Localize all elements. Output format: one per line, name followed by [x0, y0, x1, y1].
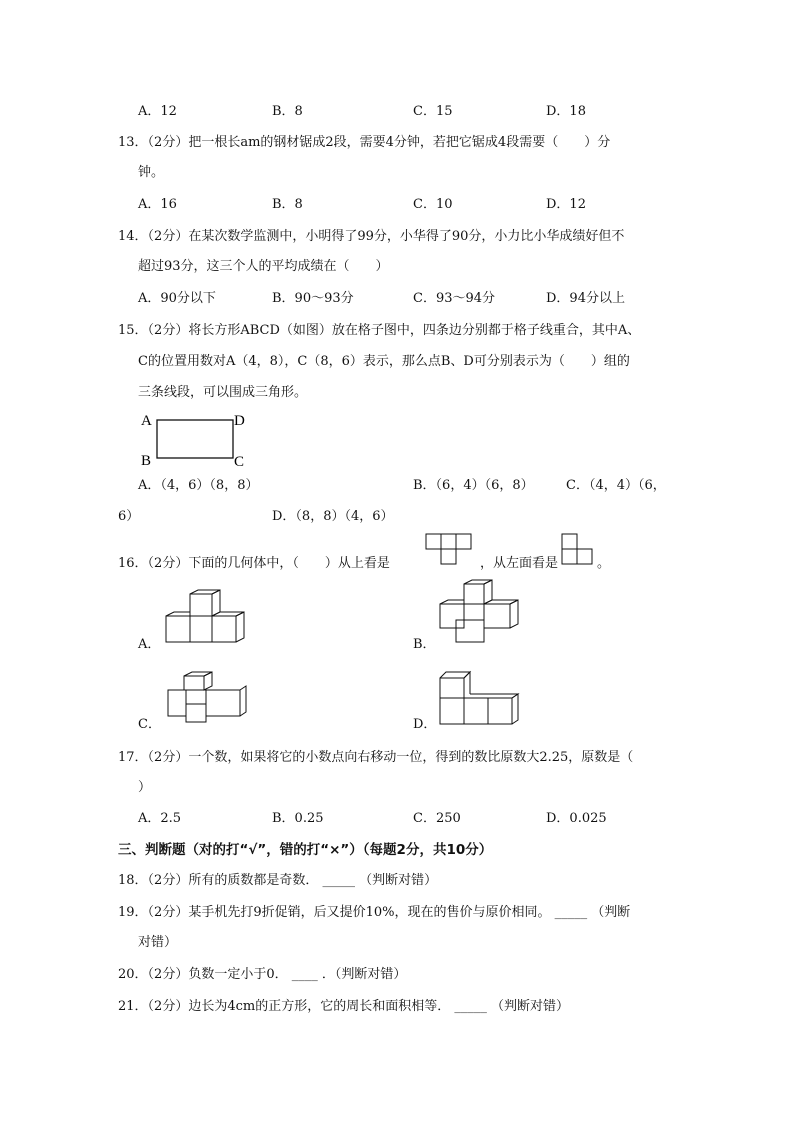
section-3-heading: 三、判断题（对的打“√”，错的打“×”）（每题2分，共10分） [118, 842, 493, 858]
q14-option-a: A．90分以下 [138, 291, 216, 306]
q17-option-d: D．0.025 [546, 811, 607, 826]
q13-stem-line1: 13．（2分）把一根长am的钢材锯成2段，需要4分钟，若把它锯成4段需要（ ）分 [118, 135, 611, 150]
q15-option-a: A．（4，6）（8，8） [138, 478, 259, 493]
vertex-label-c: C [234, 454, 245, 470]
q13-option-c: C．10 [413, 197, 453, 212]
vertex-label-d: D [234, 413, 245, 429]
q12-option-c: C．15 [413, 104, 453, 119]
q17-option-c: C．250 [413, 811, 461, 826]
q16-stem-part1: 16．（2分）下面的几何体中，（ ）从上看是 [118, 556, 390, 571]
option-c-cube-solid [164, 672, 250, 724]
q21-suffix: （判断对错） [490, 999, 569, 1014]
q21-answer-blank[interactable]: _____ [454, 999, 487, 1014]
q19-statement [118, 904, 630, 922]
q15-stem-line2: C的位置用数对A（4，8），C（8，6）表示，那么点B、D可分别表示为（ ）组的 [138, 354, 630, 369]
q17-stem-line1: 17．（2分）一个数，如果将它的小数点向右移动一位，得到的数比原数大2.25，原数是（ [118, 750, 634, 765]
q18-answer-blank[interactable]: _____ [322, 873, 355, 888]
q18-suffix: （判断对错） [359, 873, 438, 888]
q20-suffix: ．（判断对错） [321, 967, 407, 982]
q20-statement [118, 966, 406, 984]
q15-option-c: C．（4，4）（6， [566, 478, 666, 493]
rectangle-abcd [157, 420, 233, 458]
option-d-cube-solid [438, 670, 522, 726]
q16-option-d: D． [413, 717, 437, 732]
q12-option-d: D．18 [546, 104, 586, 119]
q21-statement [118, 998, 569, 1016]
q15-option-d: D．（8，8）（4，6） [272, 509, 394, 524]
option-a-cube-solid [160, 590, 250, 650]
q13-option-b: B．8 [272, 197, 303, 212]
q19-text: 19．（2分）某手机先打9折促销，后又提价10%，现在的售价与原价相同。 [118, 905, 551, 920]
q20-answer-blank[interactable]: ____ [291, 967, 318, 982]
q13-option-d: D．12 [546, 197, 586, 212]
q17-option-b: B．0.25 [272, 811, 324, 826]
rectangle-abcd-figure [138, 408, 258, 472]
q20-text: 20．（2分）负数一定小于0． [118, 967, 288, 982]
q16-option-b: B． [413, 637, 436, 652]
q15-stem-line3: 三条线段，可以围成三角形。 [138, 385, 308, 400]
q18-text: 18．（2分）所有的质数都是奇数． [118, 873, 319, 888]
vertex-label-b: B [141, 453, 152, 469]
q14-stem-line1: 14．（2分）在某次数学监测中，小明得了99分，小华得了90分，小力比小华成绩好但不 [118, 229, 625, 244]
q18-statement [118, 872, 437, 890]
q14-option-d: D．94分以上 [546, 291, 625, 306]
left-view-figure [561, 533, 595, 567]
q14-stem-line2: 超过93分，这三个人的平均成绩在（ ） [138, 259, 389, 274]
q21-text: 21．（2分）边长为4cm的正方形，它的周长和面积相等． [118, 999, 451, 1014]
top-view-figure [425, 533, 475, 567]
q13-option-a: A．16 [138, 197, 177, 212]
q15-option-c-continued: 6） [118, 509, 140, 524]
vertex-label-a: A [141, 413, 152, 429]
q15-stem-line1: 15．（2分）将长方形ABCD（如图）放在格子图中，四条边分别都于格子线重合，其中A、 [118, 323, 641, 338]
q14-option-c: C．93～94分 [413, 291, 496, 306]
q13-stem-line2: 钟。 [138, 165, 165, 180]
option-b-cube-solid [438, 580, 522, 644]
q16-option-a: A． [138, 637, 161, 652]
q14-option-b: B．90～93分 [272, 291, 354, 306]
q16-stem-part3: 。 [597, 556, 611, 571]
q15-option-b: B．（6，4）（6，8） [413, 478, 534, 493]
q19-suffix: （判断 [591, 905, 631, 920]
q16-stem-part2: ，从左面看是 [480, 556, 559, 571]
q19-statement-line2: 对错） [138, 935, 178, 950]
q17-option-a: A．2.5 [138, 811, 182, 826]
q19-answer-blank[interactable]: _____ [554, 905, 588, 920]
q17-stem-line2: ） [138, 780, 152, 795]
q16-option-c: C． [138, 717, 161, 732]
q12-option-b: B．8 [272, 104, 303, 119]
q12-option-a: A．12 [138, 104, 177, 119]
